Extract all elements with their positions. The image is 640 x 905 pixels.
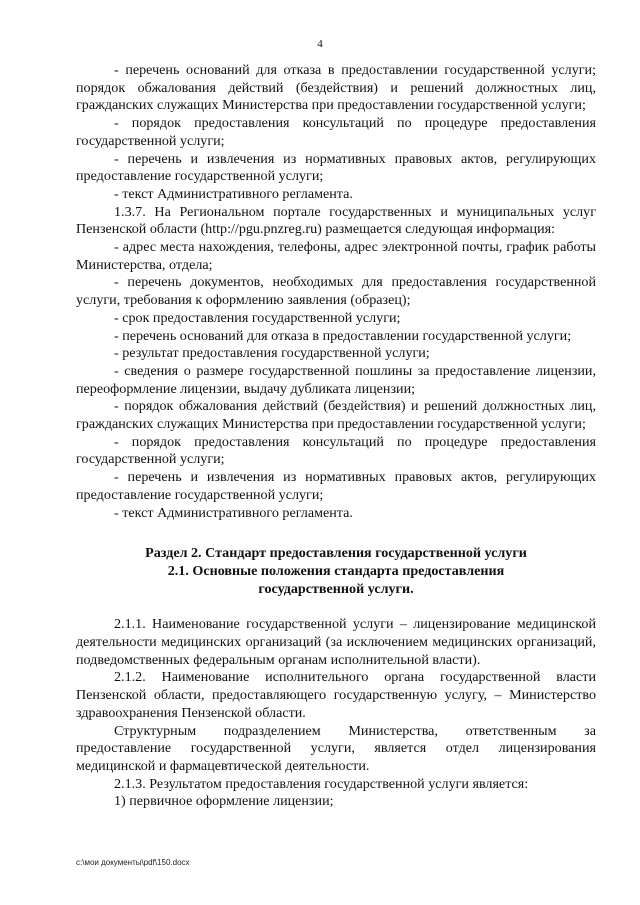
subsection-title-continued: государственной услуги. [258,581,414,598]
paragraph: - адрес места нахождения, телефоны, адрес электронной почты, график работы Министерства, отдела; [76,239,596,273]
paragraph: - сведения о размере государственной пошлины за предоставление лицензии, переоформление лицензии, выдачу дубликата лицензии; [76,362,596,397]
paragraph: - порядок предоставления консультаций по процедуре предоставления государственной услуги; [76,433,596,468]
paragraph: - перечень и извлечения из нормативных правовых актов, регулирующих предоставление государственной услуги; [76,150,596,185]
paragraph: - текст Административного регламента. [114,185,353,202]
paragraph: - перечень оснований для отказа в предоставлении государственной услуги; [114,327,572,344]
paragraph: - порядок предоставления консультаций по процедуре предоставления государственной услуги; [76,115,596,149]
paragraph: 2.1.1. Наименование государственной услуги – лицензирование медицинской деятельности медицинских организаций (за исключением медицинских организаций, подведомственных федеральным органам исполнительной власти). [76,616,596,668]
section-title: Раздел 2. Стандарт предоставления государственной услуги [145,545,527,562]
paragraph: - порядок обжалования действий (бездействия) и решений должностных лиц, гражданских служащих Министерства при предоставлении государственной услуги; [76,398,596,433]
paragraph: 2.1.2. Наименование исполнительного органа государственной власти Пензенской области, предоставляющего государственную услугу, – Министерство здравоохранения Пензенской области. [76,669,596,721]
paragraph: - перечень и извлечения из нормативных правовых актов, регулирующих предоставление государственной услуги; [76,469,596,503]
page-number: 4 [317,38,323,50]
spacer [76,522,596,544]
paragraph: - результат предоставления государственной услуги; [114,345,430,362]
spacer [76,598,596,616]
paragraph: 2.1.3. Результатом предоставления государственной услуги является: [114,775,529,792]
paragraph: 1.3.7. На Региональном портале государственных и муниципальных услуг Пензенской области (http://pgu.pnzreg.ru) размещается следующая информация: [76,203,596,238]
file-path-footer: c:\мои документы\pdf\150.docx [76,858,190,867]
paragraph: - перечень документов, необходимых для предоставления государственной услуги, требования к оформлению заявления (образец); [76,274,596,309]
paragraph: - перечень оснований для отказа в предоставлении государственной услуги; порядок обжалования действий (бездействия) и решений должностных лиц, гражданских служащих Министерства при предоставлении государственной услуги; [76,62,596,114]
paragraph: - текст Административного регламента. [114,504,353,521]
subsection-title: 2.1. Основные положения стандарта предоставления [167,563,505,580]
document-body [76,62,596,811]
paragraph: Структурным подразделением Министерства, ответственным за предоставление государственной услуги, является отдел лицензирования медицинской и фармацевтической деятельности. [76,722,596,774]
paragraph: - срок предоставления государственной услуги; [114,309,401,326]
paragraph: 1) первичное оформление лицензии; [114,793,334,810]
